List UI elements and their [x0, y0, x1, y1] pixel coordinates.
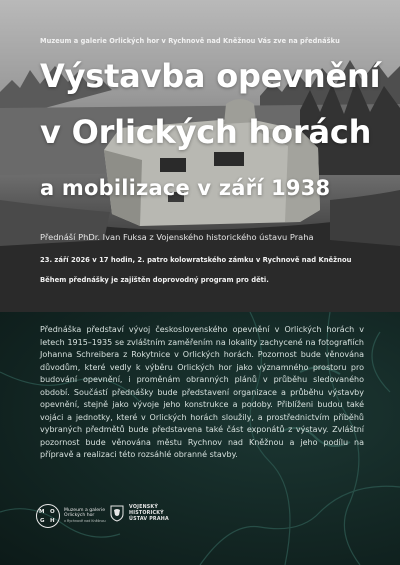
- title-line-3: a mobilizace v září 1938: [40, 176, 331, 200]
- vhu-logo-line: ÚSTAV PRAHA: [129, 516, 169, 522]
- mark-letter: M: [39, 509, 45, 515]
- vhu-logo: [110, 505, 169, 522]
- kids-program-note: Během přednášky je zajištěn doprovodný program pro děti.: [40, 276, 269, 284]
- museum-logo: [36, 504, 106, 528]
- museum-logo-line: Orlických hor: [64, 513, 95, 519]
- museum-logo-text: [64, 508, 106, 525]
- title-line-1: Výstavba opevnění: [40, 57, 381, 95]
- museum-logo-line: Muzeum a galerie: [64, 507, 106, 513]
- mark-letter: G: [40, 518, 45, 524]
- museum-logo-subline: v Rychnově nad Kněžnou: [64, 518, 106, 523]
- vhu-logo-line: VOJENSKÝ: [129, 505, 159, 510]
- date-venue: 23. září 2026 v 17 hodin, 2. patro kolowratského zámku v Rychnově nad Kněžnou: [40, 256, 352, 264]
- vhu-logo-line: HISTORICKÝ: [129, 510, 164, 516]
- mark-letter: O: [50, 509, 55, 515]
- speaker-line: Přednáší PhDr. Ivan Fuksa z Vojenského historického ústavu Praha: [40, 232, 314, 242]
- mark-letter: H: [50, 518, 55, 524]
- title-line-2: v Orlických horách: [40, 113, 372, 151]
- vhu-logo-text: [129, 505, 169, 522]
- invitation-line: Muzeum a galerie Orlických hor v Rychnově nad Kněžnou Vás zve na přednášku: [40, 37, 340, 45]
- museum-mark-icon: [36, 504, 60, 528]
- lecture-description: Přednáška představí vývoj československého opevnění v Orlických horách v letech 1915–1935 se zvláštním zaměřením na lokality zachycené na fotografiích Johanna Schreibera z Rokytnice v Orlických horách. Pozornost bude věnována důvodům, které vedly k výběru Orlických hor jako významného prostoru pro budování opevnění, i proměnám obranných plánů v průběhu sledovaného období. Součástí přednášky bude představení organizace a průběhu výstavby opevnění, stejně jako vývoje jeho konstrukce a podoby. Přiblíženi budou také vojáci a jednotky, které v Orlických horách sloužily, a prostřednictvím příběhů vybraných předmětů bude představena také část exponátů z výstavy. Zvláštní pozornost bude věnována městu Rychnov nad Kněžnou a jeho podílu na přípravě a realizaci této rozsáhlé obranné stavby.: [40, 325, 364, 459]
- crest-icon: [110, 505, 124, 522]
